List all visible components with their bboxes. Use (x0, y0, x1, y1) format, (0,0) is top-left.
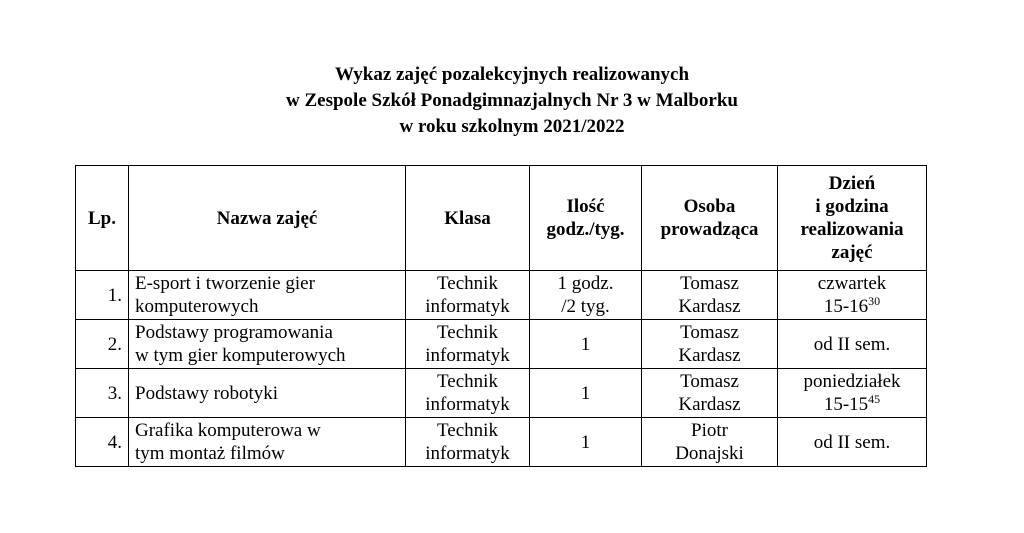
cell-day-time-minutes: 45 (868, 392, 881, 406)
cell-class: Technik informatyk (406, 418, 530, 467)
cell-day-time-wrap (784, 295, 920, 318)
cell-class: Technik informatyk (406, 271, 530, 320)
title-line-2: w Zespole Szkół Ponadgimnazjalnych Nr 3 w Malborku (286, 90, 738, 111)
cell-name: Podstawy programowania w tym gier komputerowych (129, 320, 406, 369)
cell-day-text: poniedziałek (803, 371, 901, 392)
cell-day-time: 15-15 (823, 394, 869, 415)
cell-day-time: 15-16 (823, 296, 869, 317)
cell-hours: 1 (530, 369, 642, 418)
cell-name: Grafika komputerowa w tym montaż filmów (129, 418, 406, 467)
cell-day (778, 320, 927, 369)
table-row (76, 271, 927, 320)
header-name: Nazwa zajęć (129, 166, 406, 271)
cell-hours: 1 (530, 320, 642, 369)
cell-lp: 1. (76, 271, 129, 320)
cell-name: Podstawy robotyki (129, 369, 406, 418)
cell-class: Technik informatyk (406, 320, 530, 369)
table-row (76, 369, 927, 418)
cell-lp: 3. (76, 369, 129, 418)
cell-teacher: Tomasz Kardasz (642, 369, 778, 418)
cell-day-text: od II sem. (813, 333, 891, 355)
cell-class: Technik informatyk (406, 369, 530, 418)
cell-day-time-minutes: 30 (868, 294, 881, 308)
cell-hours: 1 (530, 418, 642, 467)
cell-teacher: Piotr Donajski (642, 418, 778, 467)
cell-name: E-sport i tworzenie gier komputerowych (129, 271, 406, 320)
cell-lp: 4. (76, 418, 129, 467)
cell-day (778, 271, 927, 320)
cell-day (778, 369, 927, 418)
table-row (76, 320, 927, 369)
document-title (0, 62, 1024, 140)
header-hours: Ilość godz./tyg. (530, 166, 642, 271)
title-line-1: Wykaz zajęć pozalekcyjnych realizowanych (334, 64, 690, 85)
title-line-3: w roku szkolnym 2021/2022 (399, 116, 625, 137)
cell-teacher: Tomasz Kardasz (642, 271, 778, 320)
header-teacher: Osoba prowadząca (642, 166, 778, 271)
cell-hours: 1 godz. /2 tyg. (530, 271, 642, 320)
table-header-row (76, 166, 927, 271)
table-row (76, 418, 927, 467)
cell-day-time-wrap (784, 393, 920, 416)
header-day: Dzień i godzina realizowania zajęć (778, 166, 927, 271)
header-class: Klasa (406, 166, 530, 271)
cell-day-text: czwartek (817, 273, 887, 294)
activities-table (75, 165, 927, 467)
cell-day-text: od II sem. (813, 431, 891, 453)
cell-teacher: Tomasz Kardasz (642, 320, 778, 369)
header-lp: Lp. (76, 166, 129, 271)
cell-day (778, 418, 927, 467)
cell-lp: 2. (76, 320, 129, 369)
